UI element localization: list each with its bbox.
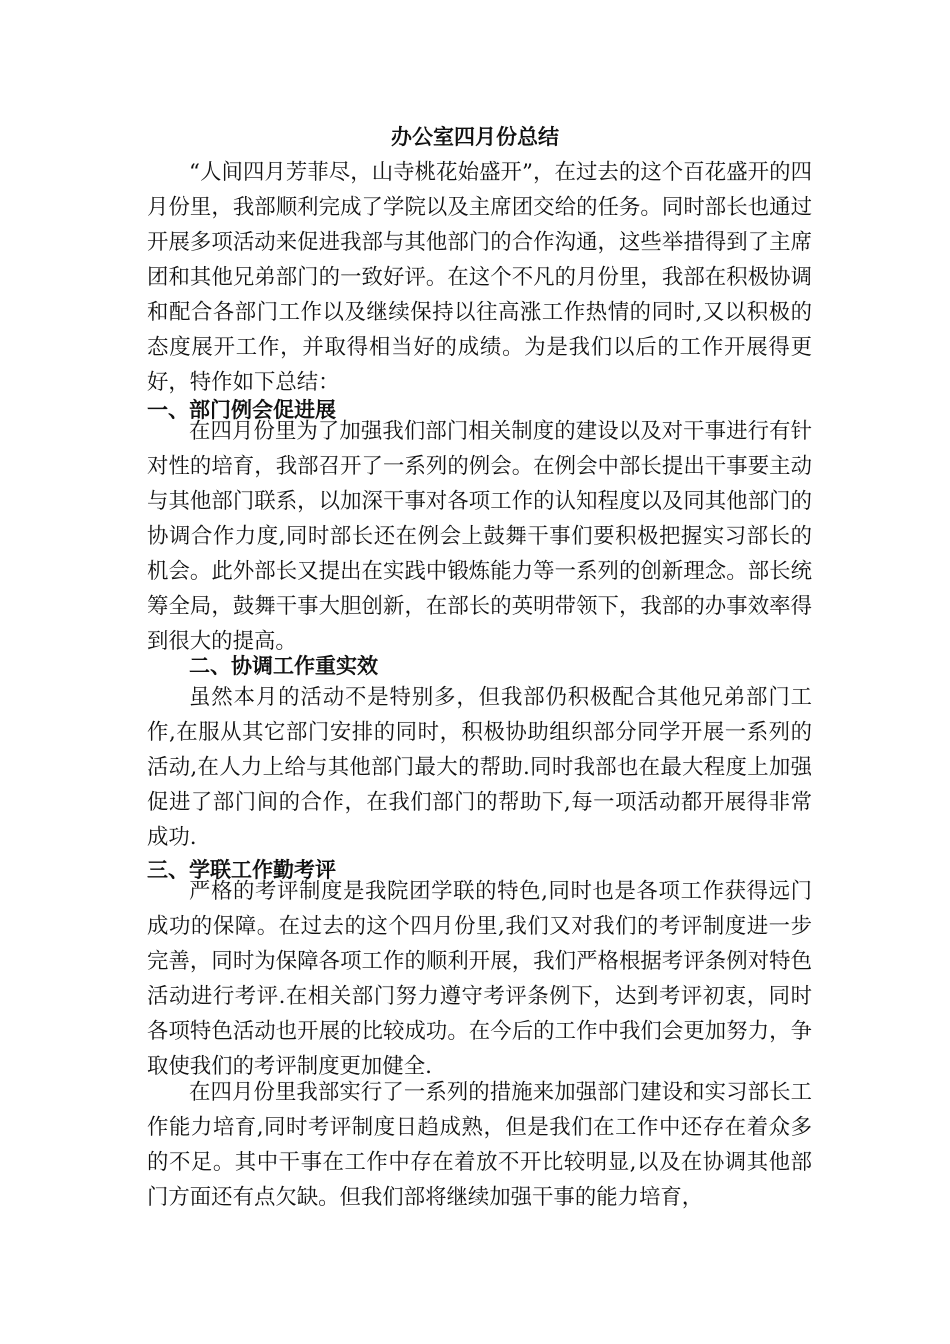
closing-paragraph: 在四月份里我部实行了一系列的措施来加强部门建设和实习部长工作能力培育,同时考评制度日趋成熟，但是我们在工作中还存在着众多的不足。其中干事在工作中存在着放不开比较明显,以及在协调其他部门方面还有点欠缺。但我们部将继续加强干事的能力培育， <box>147 1080 812 1210</box>
section-3-heading: 三、学联工作勤考评 <box>147 857 336 882</box>
section-1-paragraph: 在四月份里为了加强我们部门相关制度的建设以及对干事进行有针对性的培育，我部召开了一系列的例会。在例会中部长提出干事要主动与其他部门联系，以加深干事对各项工作的认知程度以及同其他部门的协调合作力度,同时部长还在例会上鼓舞干事们要积极把握实习部长的机会。此外部长又提出在实践中锻炼能力等一系列的创新理念。部长统筹全局，鼓舞干事大胆创新，在部长的英明带领下，我部的办事效率得到很大的提高。 <box>147 419 812 654</box>
intro-paragraph: “人间四月芳菲尽，山寺桃花始盛开”，在过去的这个百花盛开的四月份里，我部顺利完成了学院以及主席团交给的任务。同时部长也通过开展多项活动来促进我部与其他部门的合作沟通，这些举措得到了主席团和其他兄弟部门的一致好评。在这个不凡的月份里，我部在积极协调和配合各部门工作以及继续保持以往高涨工作热情的同时,又以积极的态度展开工作，并取得相当好的成绩。为是我们以后的工作开展得更好，特作如下总结： <box>147 160 812 395</box>
section-2-heading: 二、协调工作重实效 <box>189 653 378 678</box>
section-2-paragraph: 虽然本月的活动不是特别多，但我部仍积极配合其他兄弟部门工作,在服从其它部门安排的同时，积极协助组织部分同学开展一系列的活动,在人力上给与其他部门最大的帮助.同时我部也在最大程度上加强促进了部门间的合作，在我们部门的帮助下,每一项活动都开展得非常成功. <box>147 685 812 850</box>
section-1-heading: 一、部门例会促进展 <box>147 397 336 422</box>
section-3-paragraph: 严格的考评制度是我院团学联的特色,同时也是各项工作获得远门成功的保障。在过去的这个四月份里,我们又对我们的考评制度进一步完善，同时为保障各项工作的顺利开展，我们严格根据考评条例对特色活动进行考评.在相关部门努力遵守考评条例下，达到考评初衷，同时各项特色活动也开展的比较成功。在今后的工作中我们会更加努力，争取使我们的考评制度更加健全. <box>147 879 812 1079</box>
document-title: 办公室四月份总结 <box>391 124 559 149</box>
